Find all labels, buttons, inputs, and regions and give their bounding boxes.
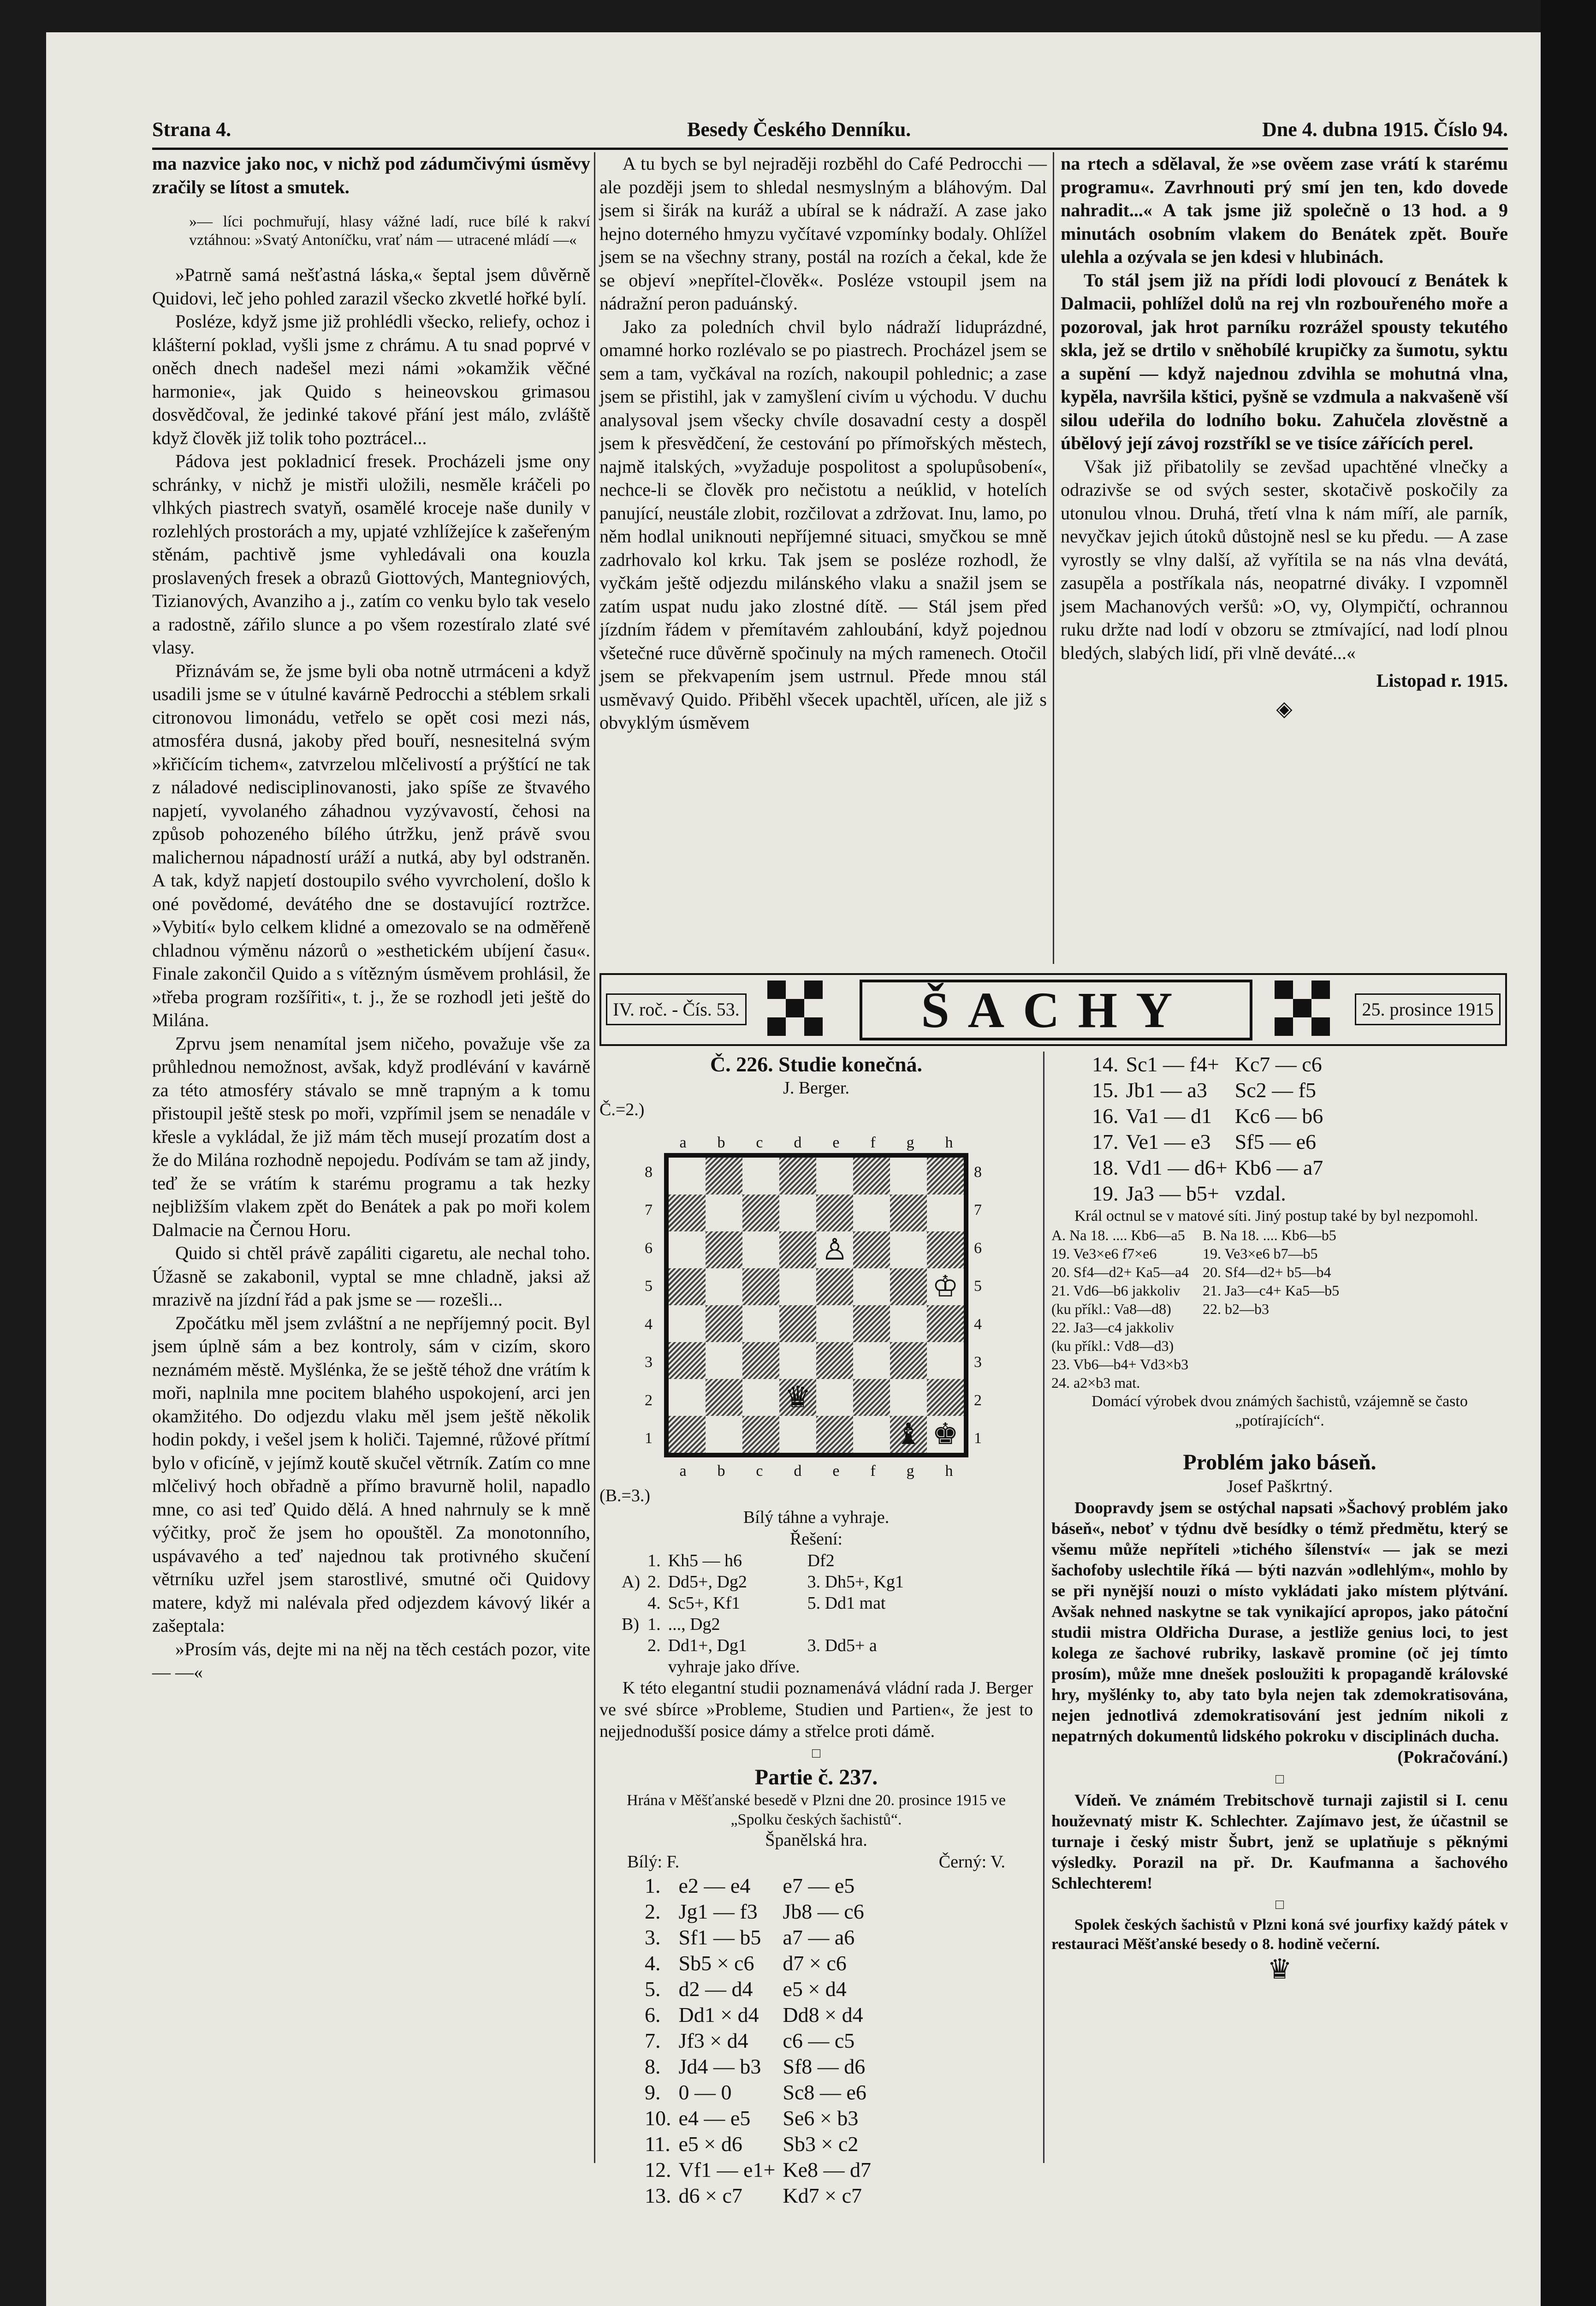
board-square xyxy=(853,1195,890,1231)
board-square xyxy=(816,1416,853,1453)
move-cell: Jf3 × d4 xyxy=(678,2029,748,2052)
chess-piece-icon: ♔ xyxy=(932,1270,959,1304)
chess-piece-icon: ♝ xyxy=(895,1417,922,1451)
move-cell: vyhraje jako dříve. xyxy=(668,1657,800,1676)
move-cell: Ja3 — b5+ xyxy=(1126,1182,1219,1205)
move-cell: Kh5 — h6 xyxy=(668,1551,742,1570)
board-square xyxy=(853,1342,890,1379)
file-label: a xyxy=(679,1462,687,1480)
move-row xyxy=(641,2157,875,2183)
banner-issue-label: IV. roč. - Čís. 53. xyxy=(606,993,747,1025)
game-note: Král octnul se v matové síti. Jiný postup také by byl nezpomohl. xyxy=(1074,1207,1478,1224)
move-cell: d2 — d4 xyxy=(678,1977,753,2001)
move-cell: 6. xyxy=(645,2003,661,2027)
move-cell: Sb3 × c2 xyxy=(783,2132,859,2156)
board-square xyxy=(927,1342,964,1379)
column-rule xyxy=(1053,152,1054,964)
rank-label: 4 xyxy=(974,1315,982,1333)
publication-name: Besedy Českého Denníku. xyxy=(687,118,911,141)
move-cell: 2. xyxy=(647,1572,661,1592)
rank-label: 5 xyxy=(645,1278,653,1295)
board-square xyxy=(706,1416,742,1453)
board-square xyxy=(890,1342,927,1379)
variant-line: 21. Ja3—c4+ Ka5—b5 xyxy=(1203,1282,1340,1299)
rank-label: 1 xyxy=(645,1430,653,1447)
file-labels xyxy=(664,1132,968,1153)
file-label: b xyxy=(717,1462,725,1480)
board-square xyxy=(706,1231,742,1268)
board-square xyxy=(779,1342,816,1379)
board-square xyxy=(669,1195,706,1231)
file-label: f xyxy=(870,1134,876,1151)
move-cell: 0 — 0 xyxy=(678,2080,732,2104)
variant-line: 21. Vd6—b6 jakkoliv xyxy=(1051,1282,1181,1299)
board-square xyxy=(890,1379,927,1416)
continuation-note: (Pokračování.) xyxy=(1397,1747,1508,1767)
board-square xyxy=(742,1416,779,1453)
variant-line: 23. Vb6—b4+ Vd3×b3 xyxy=(1051,1356,1189,1373)
page-number: Strana 4. xyxy=(152,118,231,141)
board-square xyxy=(927,1379,964,1416)
move-cell: 14. xyxy=(1092,1052,1119,1076)
board-square xyxy=(669,1305,706,1342)
move-cell: Ke8 — d7 xyxy=(783,2158,872,2181)
move-cell: e2 — e4 xyxy=(678,1874,751,1897)
file-label: d xyxy=(794,1462,802,1480)
move-cell: 12. xyxy=(645,2158,671,2181)
variant-line: 19. Ve3×e6 f7×e6 xyxy=(1051,1245,1157,1262)
move-row xyxy=(641,2105,875,2131)
board-square xyxy=(669,1342,706,1379)
variant-line: 20. Sf4—d2+ b5—b4 xyxy=(1203,1264,1331,1280)
move-cell: Dd1+, Dg1 xyxy=(668,1636,747,1655)
move-cell: Sc1 — f4+ xyxy=(1126,1052,1219,1076)
move-cell: Kc6 — b6 xyxy=(1234,1104,1323,1128)
study-author: J. Berger. xyxy=(783,1078,849,1098)
board-square xyxy=(742,1195,779,1231)
variant-line: B. Na 18. .... Kb6—b5 xyxy=(1203,1227,1336,1243)
move-cell: A) xyxy=(622,1572,641,1592)
move-row xyxy=(641,1950,875,1976)
move-row xyxy=(641,1899,875,1925)
board-square xyxy=(742,1342,779,1379)
board-square xyxy=(779,1416,816,1453)
variant-line: 22. Ja3—c4 jakkoliv xyxy=(1051,1319,1174,1336)
move-cell: e4 — e5 xyxy=(678,2106,751,2130)
move-cell: a7 — a6 xyxy=(783,1926,855,1949)
rank-label: 7 xyxy=(974,1201,982,1219)
move-cell: 3. xyxy=(645,1926,661,1949)
file-label: c xyxy=(756,1462,763,1480)
move-cell: Se6 × b3 xyxy=(783,2106,859,2130)
move-cell: 10. xyxy=(645,2106,671,2130)
scan-edge xyxy=(1541,0,1596,2306)
move-cell: 4. xyxy=(645,1951,661,1975)
board-square xyxy=(779,1195,816,1231)
black-count: Č.=2.) xyxy=(599,1100,645,1119)
file-label: g xyxy=(906,1134,914,1151)
move-cell: 16. xyxy=(1092,1104,1119,1128)
move-row xyxy=(1088,1103,1327,1129)
move-cell: 13. xyxy=(645,2184,671,2207)
chess-diagram xyxy=(636,1125,996,1485)
move-cell: c6 — c5 xyxy=(783,2029,855,2052)
file-label: e xyxy=(832,1462,840,1480)
paragraph: Však již přibatolily se zevšad upachtěné vlnečky a odrazivše se od svých sester, skotačivě poskočily za utonulou vlnou. Druhá, třetí vlna k nám míří, ale parník, nevyčkav jejich útoků důstojně nesl se ku předu. — A zase vyrostly se vlny další, až vyřítila se na nás vlna devátá, zasupěla a postříkala nás, neopatrné diváky. I vzpomněl jsem Machanových veršů: »O, vy, Olympičtí, ochrannou ruku držte nad lodí v obzoru se ztmívající, nad lodí plnou bledých, slabých lidí, při vlně deváté...« xyxy=(1061,456,1508,663)
variant-line: 22. b2—b3 xyxy=(1203,1301,1270,1317)
move-cell: Dd5+, Dg2 xyxy=(668,1572,747,1592)
variant-line: 19. Ve3×e6 b7—b5 xyxy=(1203,1245,1318,1262)
move-row xyxy=(641,2080,875,2105)
move-cell: Vf1 — e1+ xyxy=(678,2158,776,2181)
paragraph: »Prosím vás, dejte mi na něj na těch cestách pozor, vite — —« xyxy=(152,1638,590,1682)
board-square xyxy=(706,1342,742,1379)
move-cell: Jb1 — a3 xyxy=(1126,1078,1207,1102)
study-note: K této elegantní studii poznamenává vládní rada J. Berger ve své sbírce »Probleme, Studien und Partien«, že jest to nejjednodušší posice dámy a střelce proti dámě. xyxy=(599,1678,1033,1741)
move-row xyxy=(1088,1129,1327,1155)
board-square xyxy=(927,1416,964,1453)
file-label: d xyxy=(794,1134,802,1151)
story-column-1 xyxy=(152,152,590,2163)
move-cell: 4. xyxy=(647,1593,661,1613)
move-cell: Vd1 — d6+ xyxy=(1126,1156,1228,1179)
move-cell: 3. Dh5+, Kg1 xyxy=(807,1572,904,1592)
story-column-2 xyxy=(599,152,1047,969)
move-cell: 11. xyxy=(645,2132,670,2156)
banner-date-label: 25. prosince 1915 xyxy=(1355,993,1501,1025)
file-labels xyxy=(664,1460,968,1482)
problem-title: Problém jako báseň. xyxy=(1183,1450,1376,1474)
board-square xyxy=(890,1158,927,1195)
board-square xyxy=(779,1231,816,1268)
move-cell: 2. xyxy=(645,1900,661,1923)
move-row xyxy=(1088,1077,1327,1103)
board-square xyxy=(742,1268,779,1305)
move-row xyxy=(641,1873,875,1899)
diagram-caption: Bílý táhne a vyhraje. xyxy=(743,1508,890,1527)
board-square xyxy=(816,1158,853,1195)
board-square xyxy=(816,1342,853,1379)
board-square xyxy=(669,1379,706,1416)
board-square xyxy=(927,1158,964,1195)
move-cell: Jg1 — f3 xyxy=(678,1900,758,1923)
board-square xyxy=(779,1158,816,1195)
move-row xyxy=(641,2028,875,2054)
move-cell: vzdal. xyxy=(1234,1182,1286,1205)
paragraph: na rtech a sdělaval, že »se ověem zase vrátí k starému programu«. Zavrhnouti prý smí jen ten, kdo dovede nahradit...« A tak jsme již společně o 13 hod. a 9 minutách osobním vlakem do Benátek zpět. Bouře ulehla a ozývala se jen kdesi v hlubinách. xyxy=(1061,153,1508,267)
board-square xyxy=(779,1268,816,1305)
move-cell: e7 — e5 xyxy=(783,1874,855,1897)
board-square xyxy=(890,1231,927,1268)
move-cell: Kb6 — a7 xyxy=(1234,1156,1323,1179)
board-square xyxy=(742,1158,779,1195)
rank-label: 8 xyxy=(974,1163,982,1181)
move-cell: 17. xyxy=(1092,1130,1119,1153)
move-row xyxy=(641,1976,875,2002)
move-cell: 2. xyxy=(647,1636,661,1655)
board-square xyxy=(853,1305,890,1342)
crown-ornament-icon: ♛ xyxy=(1267,1954,1292,1985)
move-cell: Kd7 × c7 xyxy=(783,2184,862,2207)
chess-title: ŠACHY xyxy=(860,980,1252,1040)
move-cell: B) xyxy=(622,1615,639,1634)
move-row xyxy=(618,1550,908,1571)
variant-line: A. Na 18. .... Kb6—a5 xyxy=(1051,1227,1185,1243)
move-cell: e5 × d6 xyxy=(678,2132,742,2156)
board-square xyxy=(816,1305,853,1342)
move-row xyxy=(641,2002,875,2028)
board-square xyxy=(742,1305,779,1342)
board-square xyxy=(706,1305,742,1342)
rank-label: 2 xyxy=(645,1391,653,1409)
move-cell: Sf8 — d6 xyxy=(783,2055,866,2078)
move-cell: ..., Dg2 xyxy=(668,1615,720,1634)
board-square xyxy=(890,1195,927,1231)
file-label: h xyxy=(945,1462,953,1480)
move-cell xyxy=(618,1593,644,1614)
separator-icon: □ xyxy=(1275,1771,1284,1787)
game-info: Hrána v Měšťanské besedě v Plzni dne 20. prosince 1915 ve „Spolku českých šachistů“. xyxy=(627,1792,1006,1828)
board-square xyxy=(927,1195,964,1231)
move-cell: Kc7 — c6 xyxy=(1234,1052,1322,1076)
chess-section-banner xyxy=(599,973,1507,1046)
board-square xyxy=(927,1231,964,1268)
board-square xyxy=(890,1305,927,1342)
variant-line: 24. a2×b3 mat. xyxy=(1051,1374,1140,1391)
move-cell: 19. xyxy=(1092,1182,1119,1205)
board-square xyxy=(706,1158,742,1195)
board-square xyxy=(742,1231,779,1268)
paragraph: Přiznávám se, že jsme byli oba notně utrmáceni a když usadili jsme se v útulné kavárně Pedrocchi a stéblem srkali citronovou limonádu, vetřelo se opět cosi mezi nás, atmosféra dusná, jakoby před bouří, nesnesitelná svým »křičícím tichem«, zatvrzelou mlčelivostí a prýštící ne tak z náladové nedisciplinovanosti, jako spíše ze štvavého napjetí, vyvolaného záhadnou vyzývavostí, čehosi na způsob pohozeného bílého útržku, jenž právě svou malichernou nápadností uráží a nutká, aby byl odstraněn. A tak, když napjetí dostoupilo svého vyvrcholení, došlo k oné povědomé, devátého dne se dostavující roztržce. »Vybití« bylo celkem klidné a omezovalo se na odměřeně chladnou výměnu názorů o »esthetickém ubíjení času«. Finale zakončil Quido a s vítězným úsměvem prohlásil, že »třeba program rozšířiti«, t. j., že se rozhodl jeti ještě do Milána. xyxy=(152,660,590,1030)
board-square xyxy=(742,1379,779,1416)
move-cell: Va1 — d1 xyxy=(1126,1104,1212,1128)
study-title: Č. 226. Studie konečná. xyxy=(710,1052,923,1076)
paragraph: Pádova jest pokladnicí fresek. Procházeli jsme ony schránky, v nichž je mistři uložili, nesměle kráčeli po vlhkých piastrech svatyň, osamělé kroceje naše dunily v rozlehlých prostorách a my, upjaté vzhlížejíce k zašeřeným stěnám, pachtivě jsme vyhledávali ona kouzla proslavených fresek a obrazů Giottových, Mantegniových, Tizianových, Avanziho a j., zatím co venku bylo tak veselo a radostně, zářilo slunce a po všem rozestíralo zlaté své vlasy. xyxy=(152,451,590,658)
board-square xyxy=(669,1231,706,1268)
board-square xyxy=(816,1379,853,1416)
news-vienna: Vídeň. Ve známém Trebitschově turnaji zajistil si I. cenu houževnatý mistr K. Schlechter. Zajímavo jest, že účastnil se turnaje i český mistr Šubrt, jenž se uplatňuje s pěknými výsledky. Porazil na př. Dr. Kaufmanna a šachového Schlechterem! xyxy=(1051,1791,1508,1892)
file-label: h xyxy=(945,1134,953,1151)
file-label: g xyxy=(906,1462,914,1480)
variant-line: (ku příkl.: Vd8—d3) xyxy=(1051,1337,1174,1354)
rank-label: 8 xyxy=(645,1163,653,1181)
move-cell: d7 × c6 xyxy=(783,1951,847,1975)
move-cell xyxy=(804,1614,908,1635)
move-cell: 15. xyxy=(1092,1078,1119,1102)
rank-labels xyxy=(645,1153,653,1457)
column-rule xyxy=(1043,1052,1044,2163)
move-cell: Dd1 × d4 xyxy=(678,2003,759,2027)
board-square xyxy=(816,1231,853,1268)
ornament-icon: ◈ xyxy=(1276,696,1293,720)
column-rule xyxy=(594,152,595,2163)
rank-label: 6 xyxy=(645,1239,653,1257)
rank-labels xyxy=(974,1153,982,1457)
white-player: Bílý: F. xyxy=(627,1852,680,1872)
move-row xyxy=(641,2183,875,2209)
paragraph: Jako za poledních chvil bylo nádraží liduprázdné, omamné horko rozlévalo se po piastrech. Procházel jsem se sem a tam, vyčkával na rozích, nakoupil pohlednic; a zase jsem se přistihl, jak v zamyšlení civím u východu. V duchu analysoval jsem všecky chvíle dosavadní cesty a dospěl jsem k přesvědčení, že cestování po přímořských městech, najmě italských, »vyžaduje pospolitost a spolupůsobení«, nechce-li se člověk pro nečistotu a neúklid, v hotelích panující, neustále zlobit, rozčilovat a zdržovat. Inu, lamo, po něm hodlal uniknouti nepříjemné situaci, smyčkou se mně zadrhovalo kol krku. Tak jsem se posléze rozhodl, že vyčkám ještě odjezdu milánského vlaku a snažil jsem se zatím uspat nudu jako zlostné dítě. — Stál jsem před jízdním řádem v přemítavém zahloubání, když pojednou všetečné ruce důvěrně spočinuly na mých ramenech. Otočil jsem se překvapením jsem ustrnul. Přede mnou stál usměvavý Quido. Přiběhl všecek upachtěl, uřícen, ale již s obvyklým úsměvem xyxy=(599,316,1047,733)
move-cell: e5 × d4 xyxy=(783,1977,847,2001)
rank-label: 2 xyxy=(974,1391,982,1409)
move-cell: Dd8 × d4 xyxy=(783,2003,863,2027)
verse-quote: »— líci pochmuřují, hlasy vážné ladí, ruce bílé k rakví vztáhnou: »Svatý Antoníčku, vrať nám — utracené mládí —« xyxy=(189,213,590,249)
rank-label: 3 xyxy=(645,1354,653,1371)
story-date: Listopad r. 1915. xyxy=(1376,670,1508,691)
move-cell: Jd4 — b3 xyxy=(678,2055,761,2078)
move-row xyxy=(641,2131,875,2157)
move-row xyxy=(618,1571,908,1593)
checker-ornament-icon xyxy=(1275,981,1330,1036)
game-moves xyxy=(641,1873,875,2209)
board-square xyxy=(927,1268,964,1305)
chess-column-left xyxy=(599,1052,1033,2207)
board-square xyxy=(779,1305,816,1342)
variant-line: 20. Sf4—d2+ Ka5—a4 xyxy=(1051,1264,1189,1280)
move-cell: Df2 xyxy=(807,1551,835,1570)
move-cell: Sc5+, Kf1 xyxy=(668,1593,741,1613)
paragraph: A tu bych se byl nejraději rozběhl do Café Pedrocchi — ale později jsem to shledal nesmyslným a bláhovým. Dal jsem si širák na kuráž a ubíral se k nádraží. A zase jako hejno doterného hmyzu vyčítavé vzpomínky bodaly. Ohlížel jsem se na všechny strany, postál na rozích a čekal, kde že se objeví »nepřítel-člověk«. Posléze vstoupil jsem na nádražní peron paduánský. xyxy=(599,153,1047,314)
board-square xyxy=(816,1268,853,1305)
page-header xyxy=(152,118,1508,145)
move-cell: Sf1 — b5 xyxy=(678,1926,761,1949)
move-cell: Jb8 — c6 xyxy=(783,1900,864,1923)
paragraph: Zprvu jsem nenamítal jsem ničeho, považuje vše za průhlednou nemožnost, avšak, když prodlévání v kavárně za této atmosféry stávalo se mně trapným a k tomu přistoupil ještě stesk po moři, vzpřímil jsem se nenadále v křesle a vykládal, že již mám těch musejí prozatím dost a že do Milána rozhodně nepojedu. Podívám se tam až jindy, teď že se vrátím k starému programu a tak hezky nejbližším vlakem zpět do Benátek a pak po moři kolem Dalmacie na Černou Horu. xyxy=(152,1033,590,1240)
story-column-3 xyxy=(1061,152,1508,955)
chess-column-right xyxy=(1051,1052,1508,2168)
move-cell: 5. Dd1 mat xyxy=(807,1593,886,1613)
file-label: a xyxy=(679,1134,687,1151)
white-count: (B.=3.) xyxy=(599,1486,651,1505)
paragraph: Zpočátku měl jsem zvláštní a ne nepříjemný pocit. Byl jsem úplně sám a bez kontroly, sám v cizím, skoro neznámém městě. Myšlénka, že se ještě téhož dne vrátím k moři, naplnila mne pocitem blahého uspokojení, arci jen okamžitého. Do odjezdu vlaku měl jsem ještě několik hodin pokdy, i vešel jsem k holiči. Tajemné, růžové přítmí bylo v oficíně, v jejímž koutě skučel větrník. Zatím co mne mlčelivý hoch obřadně a přímo bravurně holil, napadlo mne, co asi teď Quido dělá. A hned nahrnuly se k mně výčitky, proč že jsem ho opouštěl. Za monotonního, uspávavého a teď najednou tak protivného skučení větrníku uzřel jsem starostlivé, smutné oči Quidovy matere, když mi nalévala před odjezdem kávový likér a zašeptala: xyxy=(152,1312,590,1636)
chess-piece-icon: ♙ xyxy=(821,1233,848,1267)
solution-table xyxy=(618,1550,908,1677)
black-player: Černý: V. xyxy=(938,1852,1005,1872)
paragraph: »Patrně samá nešťastná láska,« šeptal jsem důvěrně Quidovi, leč jeho pohled zarazil všecko zkvetlé hořké bylí. xyxy=(152,264,590,309)
variant-b xyxy=(1203,1226,1339,1392)
move-cell: 18. xyxy=(1092,1156,1119,1179)
move-cell xyxy=(618,1656,644,1677)
board-square xyxy=(779,1379,816,1416)
file-label: b xyxy=(717,1134,725,1151)
solution-heading: Řešení: xyxy=(790,1529,842,1549)
move-cell xyxy=(804,1656,908,1677)
move-row xyxy=(618,1614,908,1635)
board-square xyxy=(853,1158,890,1195)
board-square xyxy=(669,1416,706,1453)
separator-icon: □ xyxy=(1275,1897,1284,1912)
rank-label: 3 xyxy=(974,1354,982,1371)
move-row xyxy=(1088,1155,1327,1181)
variants-footnote: Domácí výrobek dvou známých šachistů, vzájemně se často „potírajících“. xyxy=(1092,1393,1468,1429)
board-square xyxy=(890,1416,927,1453)
move-cell: 3. Dd5+ a xyxy=(807,1636,877,1655)
board-square xyxy=(927,1305,964,1342)
game-title: Partie č. 237. xyxy=(754,1765,878,1789)
board-square xyxy=(890,1268,927,1305)
board-square xyxy=(853,1231,890,1268)
file-label: c xyxy=(756,1134,763,1151)
rank-label: 1 xyxy=(974,1430,982,1447)
game-moves-continued xyxy=(1088,1052,1327,1206)
board-square xyxy=(669,1268,706,1305)
board-square xyxy=(706,1195,742,1231)
move-cell xyxy=(618,1635,644,1656)
move-row xyxy=(618,1635,908,1656)
move-row xyxy=(641,1925,875,1950)
move-row xyxy=(618,1656,908,1677)
chess-piece-icon: ♛ xyxy=(784,1380,811,1415)
problem-text: Doopravdy jsem se ostýchal napsati »Šachový problém jako báseň«, neboť v týdnu dvě besídky o témž předmětu, který se všemu může nepříteli »tichého šílenství« — jak se mezi šachofoby uslechtile říká — býti nazván »odlehlým«, mohlo by se při nynější nouzi o místo vykládati jako místem plýtvání. Avšak nehned naskytne se tak vynikající apropos, jako pátoční studii mistra Oldřicha Durase, a jestliže genius loci, to jest kolega ze šachové rubriky, laskavě promine (oč jej tímto prosím), může mne dnešek posloužiti k propagandě královské hry, myšlénky to, aby tato byla nejen tak zdemokratisována, nejen jednotlivá zdemokratisování jest jedním nikoli z nepatrných dokumentů lidského pokroku v disciplinách ducha. xyxy=(1051,1498,1508,1745)
paragraph: Quido si chtěl právě zapáliti cigaretu, ale nechal toho. Úžasně se zakabonil, vyptal se mne chladně, jaksi až mrazivě na jízdní řád a pak jsme se — rozešli... xyxy=(152,1242,590,1310)
move-cell: d6 × c7 xyxy=(678,2184,742,2207)
rank-label: 7 xyxy=(645,1201,653,1219)
header-rule xyxy=(152,148,1508,150)
move-row xyxy=(618,1593,908,1614)
issue-date: Dne 4. dubna 1915. Číslo 94. xyxy=(1262,118,1508,141)
move-cell: Ve1 — e3 xyxy=(1126,1130,1211,1153)
rank-label: 5 xyxy=(974,1278,982,1295)
file-label: f xyxy=(870,1462,876,1480)
board-square xyxy=(669,1158,706,1195)
move-row xyxy=(641,2054,875,2080)
board-square xyxy=(816,1195,853,1231)
separator-icon: □ xyxy=(812,1746,821,1761)
paragraph: Posléze, když jsme již prohlédli všecko, reliefy, ochoz i klášterní poklad, vyšli jsme z chrámu. A tu snad poprvé v oněch dnech nadešel mezi námi »okamžik věčné harmonie«, jak Quido s heineovskou grimasou dosvědčoval, že jedinké takové přání jest málo, zvláště když člověk již tolik toho poztrácel... xyxy=(152,311,590,448)
move-cell: Sc8 — e6 xyxy=(783,2080,866,2104)
checker-ornament-icon xyxy=(767,981,823,1036)
move-cell: Sf5 — e6 xyxy=(1234,1130,1316,1153)
move-cell: Sc2 — f5 xyxy=(1234,1078,1316,1102)
move-cell: Sb5 × c6 xyxy=(678,1951,754,1975)
board-square xyxy=(706,1379,742,1416)
rank-label: 6 xyxy=(974,1239,982,1257)
problem-author: Josef Paškrtný. xyxy=(1226,1477,1333,1496)
move-row xyxy=(1088,1181,1327,1206)
paragraph: ma nazvice jako noc, v nichž pod zádumčivými úsměvy zračily se lítost a smutek. xyxy=(152,153,590,197)
opening-name: Španělská hra. xyxy=(765,1831,867,1850)
file-label: e xyxy=(832,1134,840,1151)
move-cell: 1. xyxy=(647,1615,661,1634)
news-club: Spolek českých šachistů v Plzni koná své jourfixy každý pátek v restauraci Měšťanské besedy o 8. hodině večerní. xyxy=(1051,1916,1508,1953)
variant-a xyxy=(1051,1226,1189,1392)
move-cell: 1. xyxy=(647,1551,661,1570)
chess-piece-icon: ♚ xyxy=(932,1417,959,1451)
board-square xyxy=(706,1268,742,1305)
board-square xyxy=(853,1416,890,1453)
variant-line: (ku příkl.: Va8—d8) xyxy=(1051,1301,1171,1317)
move-cell: 1. xyxy=(645,1874,661,1897)
paragraph: To stál jsem již na přídi lodi plovoucí z Benátek k Dalmacii, pohlížel dolů na rej vln rozbouřeného moře a pozoroval, jak hrot parníku rozrážel spousty tekutého skla, jež se drtilo v sněhobílé krupičky za šumotu, syktu a supění — když najednou zdvihla se mohutná vlna, kypěla, navršila kštici, pyšně se vzdmula a nakvašeně vší silou udeřila do lodního boku. Zahučela zlověstně a úbělový její závoj rozstříkl se ve tisíce zářících perel. xyxy=(1061,269,1508,453)
move-cell: 9. xyxy=(645,2080,661,2104)
rank-label: 4 xyxy=(645,1315,653,1333)
chess-board xyxy=(664,1153,968,1457)
move-cell: 7. xyxy=(645,2029,661,2052)
move-cell xyxy=(618,1550,644,1571)
board-square xyxy=(853,1268,890,1305)
move-row xyxy=(1088,1052,1327,1077)
move-cell: 5. xyxy=(645,1977,661,2001)
move-cell: 8. xyxy=(645,2055,661,2078)
move-cell xyxy=(644,1656,665,1677)
board-square xyxy=(853,1379,890,1416)
